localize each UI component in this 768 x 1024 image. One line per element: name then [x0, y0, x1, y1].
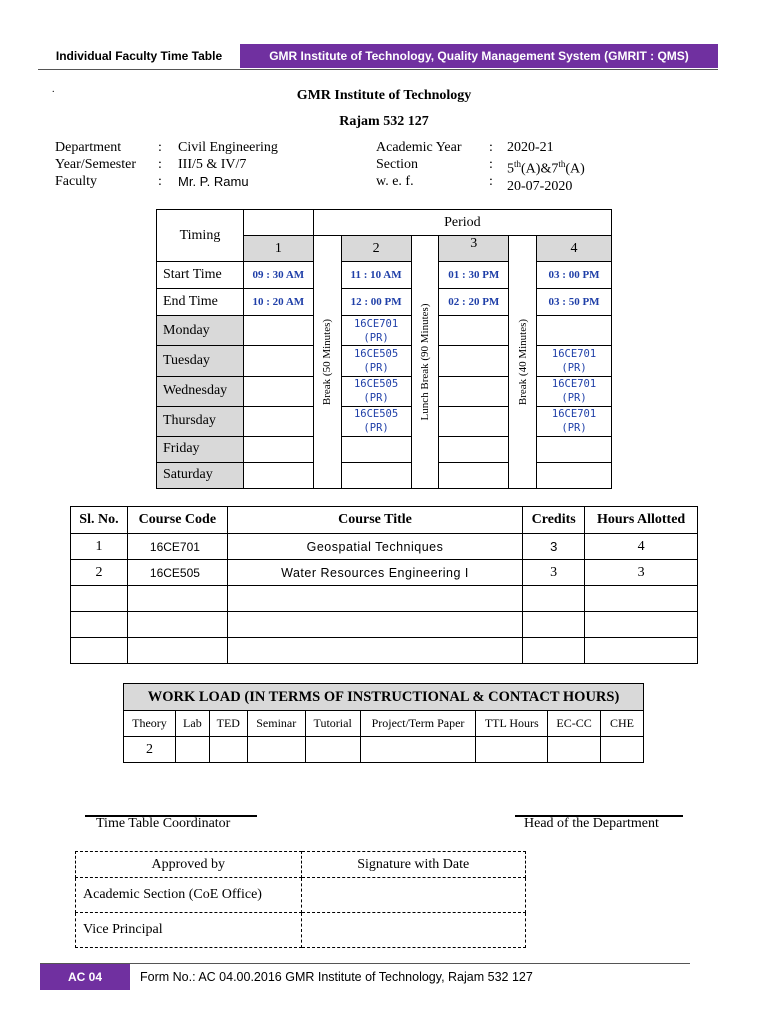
col-theory: Theory — [124, 711, 176, 737]
colon: : — [489, 140, 493, 155]
course-code: 16CE505 — [353, 378, 399, 391]
year-sem-value: III/5 & IV/7 — [178, 157, 247, 172]
day-thursday: Thursday — [157, 406, 244, 436]
day-wednesday: Wednesday — [157, 376, 244, 406]
course-code: 16CE701 — [551, 408, 597, 421]
timetable — [156, 209, 612, 489]
course-code: 16CE701 — [127, 534, 227, 560]
lunch-break-label: Lunch Break (90 Minutes) — [418, 303, 431, 421]
slot-course — [341, 406, 411, 436]
course-code: 16CE701 — [353, 317, 399, 330]
slot-course — [341, 376, 411, 406]
end-time-label: End Time — [157, 289, 244, 316]
col-ec-cc: EC-CC — [548, 711, 601, 737]
course-code: 16CE505 — [353, 347, 399, 360]
slot — [243, 462, 313, 488]
colon: : — [158, 157, 162, 172]
slot-course — [537, 376, 612, 406]
slot-course — [341, 346, 411, 376]
workload-title: WORK LOAD (IN TERMS OF INSTRUCTIONAL & CONTACT HOURS) — [124, 684, 644, 711]
signature-date-header: Signature with Date — [301, 852, 526, 878]
signature-cell — [301, 913, 526, 948]
project-value — [360, 737, 476, 763]
section-sem-b: (A)&7 — [521, 161, 559, 177]
col-tutorial: Tutorial — [305, 711, 360, 737]
end-time-p1: 10 : 20 AM — [243, 289, 313, 316]
day-monday: Monday — [157, 316, 244, 346]
footer-form-number: Form No.: AC 04.00.2016 GMR Institute of Technology, Rajam 532 127 — [140, 970, 533, 984]
practical-tag: (PR) — [363, 392, 389, 405]
col-che: CHE — [601, 711, 644, 737]
end-time-p4: 03 : 50 PM — [537, 289, 612, 316]
academic-section-row: Academic Section (CoE Office) — [76, 878, 302, 913]
seminar-value — [247, 737, 305, 763]
blank-cell — [243, 210, 313, 236]
institute-place: Rajam 532 127 — [339, 114, 429, 129]
footer-form-code: AC 04 — [40, 964, 130, 990]
col-project: Project/Term Paper — [360, 711, 476, 737]
course-table — [70, 506, 698, 664]
info-colons-right — [489, 139, 493, 190]
credits: 3 — [523, 534, 585, 560]
course-code: 16CE505 — [353, 408, 399, 421]
slot — [439, 462, 509, 488]
practical-tag: (PR) — [561, 361, 587, 374]
signature-cell — [301, 878, 526, 913]
info-labels-left — [55, 139, 136, 190]
col-hours-allotted: Hours Allotted — [585, 507, 698, 534]
section-sem-a: 5 — [507, 161, 514, 177]
slot — [537, 316, 612, 346]
start-time-p2: 11 : 10 AM — [341, 262, 411, 289]
approved-by-header: Approved by — [76, 852, 302, 878]
course-code: 16CE701 — [551, 378, 597, 391]
slot — [243, 436, 313, 462]
slot-course — [537, 346, 612, 376]
credits: 3 — [523, 560, 585, 586]
table-row — [71, 560, 698, 586]
period-header: Period — [313, 210, 611, 236]
slot — [537, 462, 612, 488]
practical-tag: (PR) — [561, 422, 587, 435]
colon: : — [158, 174, 162, 189]
break-1 — [313, 236, 341, 489]
academic-year-value: 2020-21 — [507, 140, 554, 155]
slot — [243, 346, 313, 376]
slot — [439, 376, 509, 406]
vice-principal-row: Vice Principal — [76, 913, 302, 948]
slot-course — [537, 406, 612, 436]
department-label: Department — [55, 140, 122, 155]
period-1: 1 — [243, 236, 313, 262]
col-lab: Lab — [175, 711, 209, 737]
slot — [537, 436, 612, 462]
wef-label: w. e. f. — [376, 174, 414, 189]
slot — [439, 346, 509, 376]
col-ttl-hours: TTL Hours — [476, 711, 548, 737]
practical-tag: (PR) — [561, 392, 587, 405]
year-sem-label: Year/Semester — [55, 157, 137, 172]
end-time-p3: 02 : 20 PM — [439, 289, 509, 316]
table-row — [71, 638, 698, 664]
slot — [439, 316, 509, 346]
hours-allotted: 3 — [585, 560, 698, 586]
practical-tag: (PR) — [363, 422, 389, 435]
col-ted: TED — [209, 711, 247, 737]
institute-name: GMR Institute of Technology — [296, 88, 472, 103]
hod-label: Head of the Department — [524, 816, 659, 831]
slot — [243, 376, 313, 406]
colon: : — [489, 174, 493, 189]
info-labels-right — [376, 139, 462, 190]
col-seminar: Seminar — [247, 711, 305, 737]
theory-value: 2 — [124, 737, 176, 763]
faculty-value: Mr. P. Ramu — [178, 174, 249, 189]
start-time-p1: 09 : 30 AM — [243, 262, 313, 289]
section-tail: (A) — [565, 161, 585, 177]
start-time-label: Start Time — [157, 262, 244, 289]
course-code: 16CE701 — [551, 347, 597, 360]
tutorial-value — [305, 737, 360, 763]
sl-no: 1 — [71, 534, 128, 560]
info-values-left — [178, 139, 278, 190]
workload-table — [123, 683, 644, 763]
section-value — [507, 156, 585, 178]
sl-no: 2 — [71, 560, 128, 586]
practical-tag: (PR) — [363, 361, 389, 374]
slot — [439, 436, 509, 462]
faculty-label: Faculty — [55, 174, 97, 189]
colon: : — [158, 140, 162, 155]
header-doc-title: Individual Faculty Time Table — [55, 49, 223, 63]
info-values-right — [507, 139, 585, 195]
practical-tag: (PR) — [363, 331, 389, 344]
stray-dot: . — [52, 84, 55, 95]
table-row — [71, 534, 698, 560]
start-time-p3: 01 : 30 PM — [439, 262, 509, 289]
lunch-break — [411, 236, 439, 489]
timing-header: Timing — [157, 210, 244, 262]
academic-year-label: Academic Year — [376, 140, 462, 155]
table-row — [71, 612, 698, 638]
department-value: Civil Engineering — [178, 140, 278, 155]
timetable-coordinator-label: Time Table Coordinator — [96, 816, 231, 831]
header-qms-banner: GMR Institute of Technology, Quality Management System (GMRIT : QMS) — [240, 44, 718, 68]
course-title: Water Resources Engineering I — [227, 560, 522, 586]
table-row — [71, 586, 698, 612]
slot-course — [341, 316, 411, 346]
ec-cc-value — [548, 737, 601, 763]
day-friday: Friday — [157, 436, 244, 462]
section-sup: th — [558, 159, 566, 169]
slot — [243, 406, 313, 436]
colon: : — [489, 157, 493, 172]
day-saturday: Saturday — [157, 462, 244, 488]
ted-value — [209, 737, 247, 763]
break-1-label: Break (50 Minutes) — [321, 318, 334, 406]
slot — [341, 436, 411, 462]
period-2: 2 — [341, 236, 411, 262]
break-3 — [509, 236, 537, 489]
lab-value — [175, 737, 209, 763]
slot — [341, 462, 411, 488]
slot — [439, 406, 509, 436]
col-credits: Credits — [523, 507, 585, 534]
wef-value: 20-07-2020 — [507, 178, 573, 194]
section-sup: th — [514, 159, 522, 169]
col-sl-no: Sl. No. — [71, 507, 128, 534]
start-time-p4: 03 : 00 PM — [537, 262, 612, 289]
day-tuesday: Tuesday — [157, 346, 244, 376]
slot — [243, 316, 313, 346]
break-3-label: Break (40 Minutes) — [516, 318, 529, 406]
course-title: Geospatial Techniques — [227, 534, 522, 560]
ttl-hours-value — [476, 737, 548, 763]
info-colons-left — [158, 139, 162, 190]
col-course-title: Course Title — [227, 507, 522, 534]
approval-table — [75, 851, 526, 948]
che-value — [601, 737, 644, 763]
period-3: 3 — [439, 236, 509, 262]
header-divider — [38, 69, 718, 70]
section-label: Section — [376, 157, 418, 172]
course-code: 16CE505 — [127, 560, 227, 586]
col-course-code: Course Code — [127, 507, 227, 534]
hours-allotted: 4 — [585, 534, 698, 560]
end-time-p2: 12 : 00 PM — [341, 289, 411, 316]
period-4: 4 — [537, 236, 612, 262]
